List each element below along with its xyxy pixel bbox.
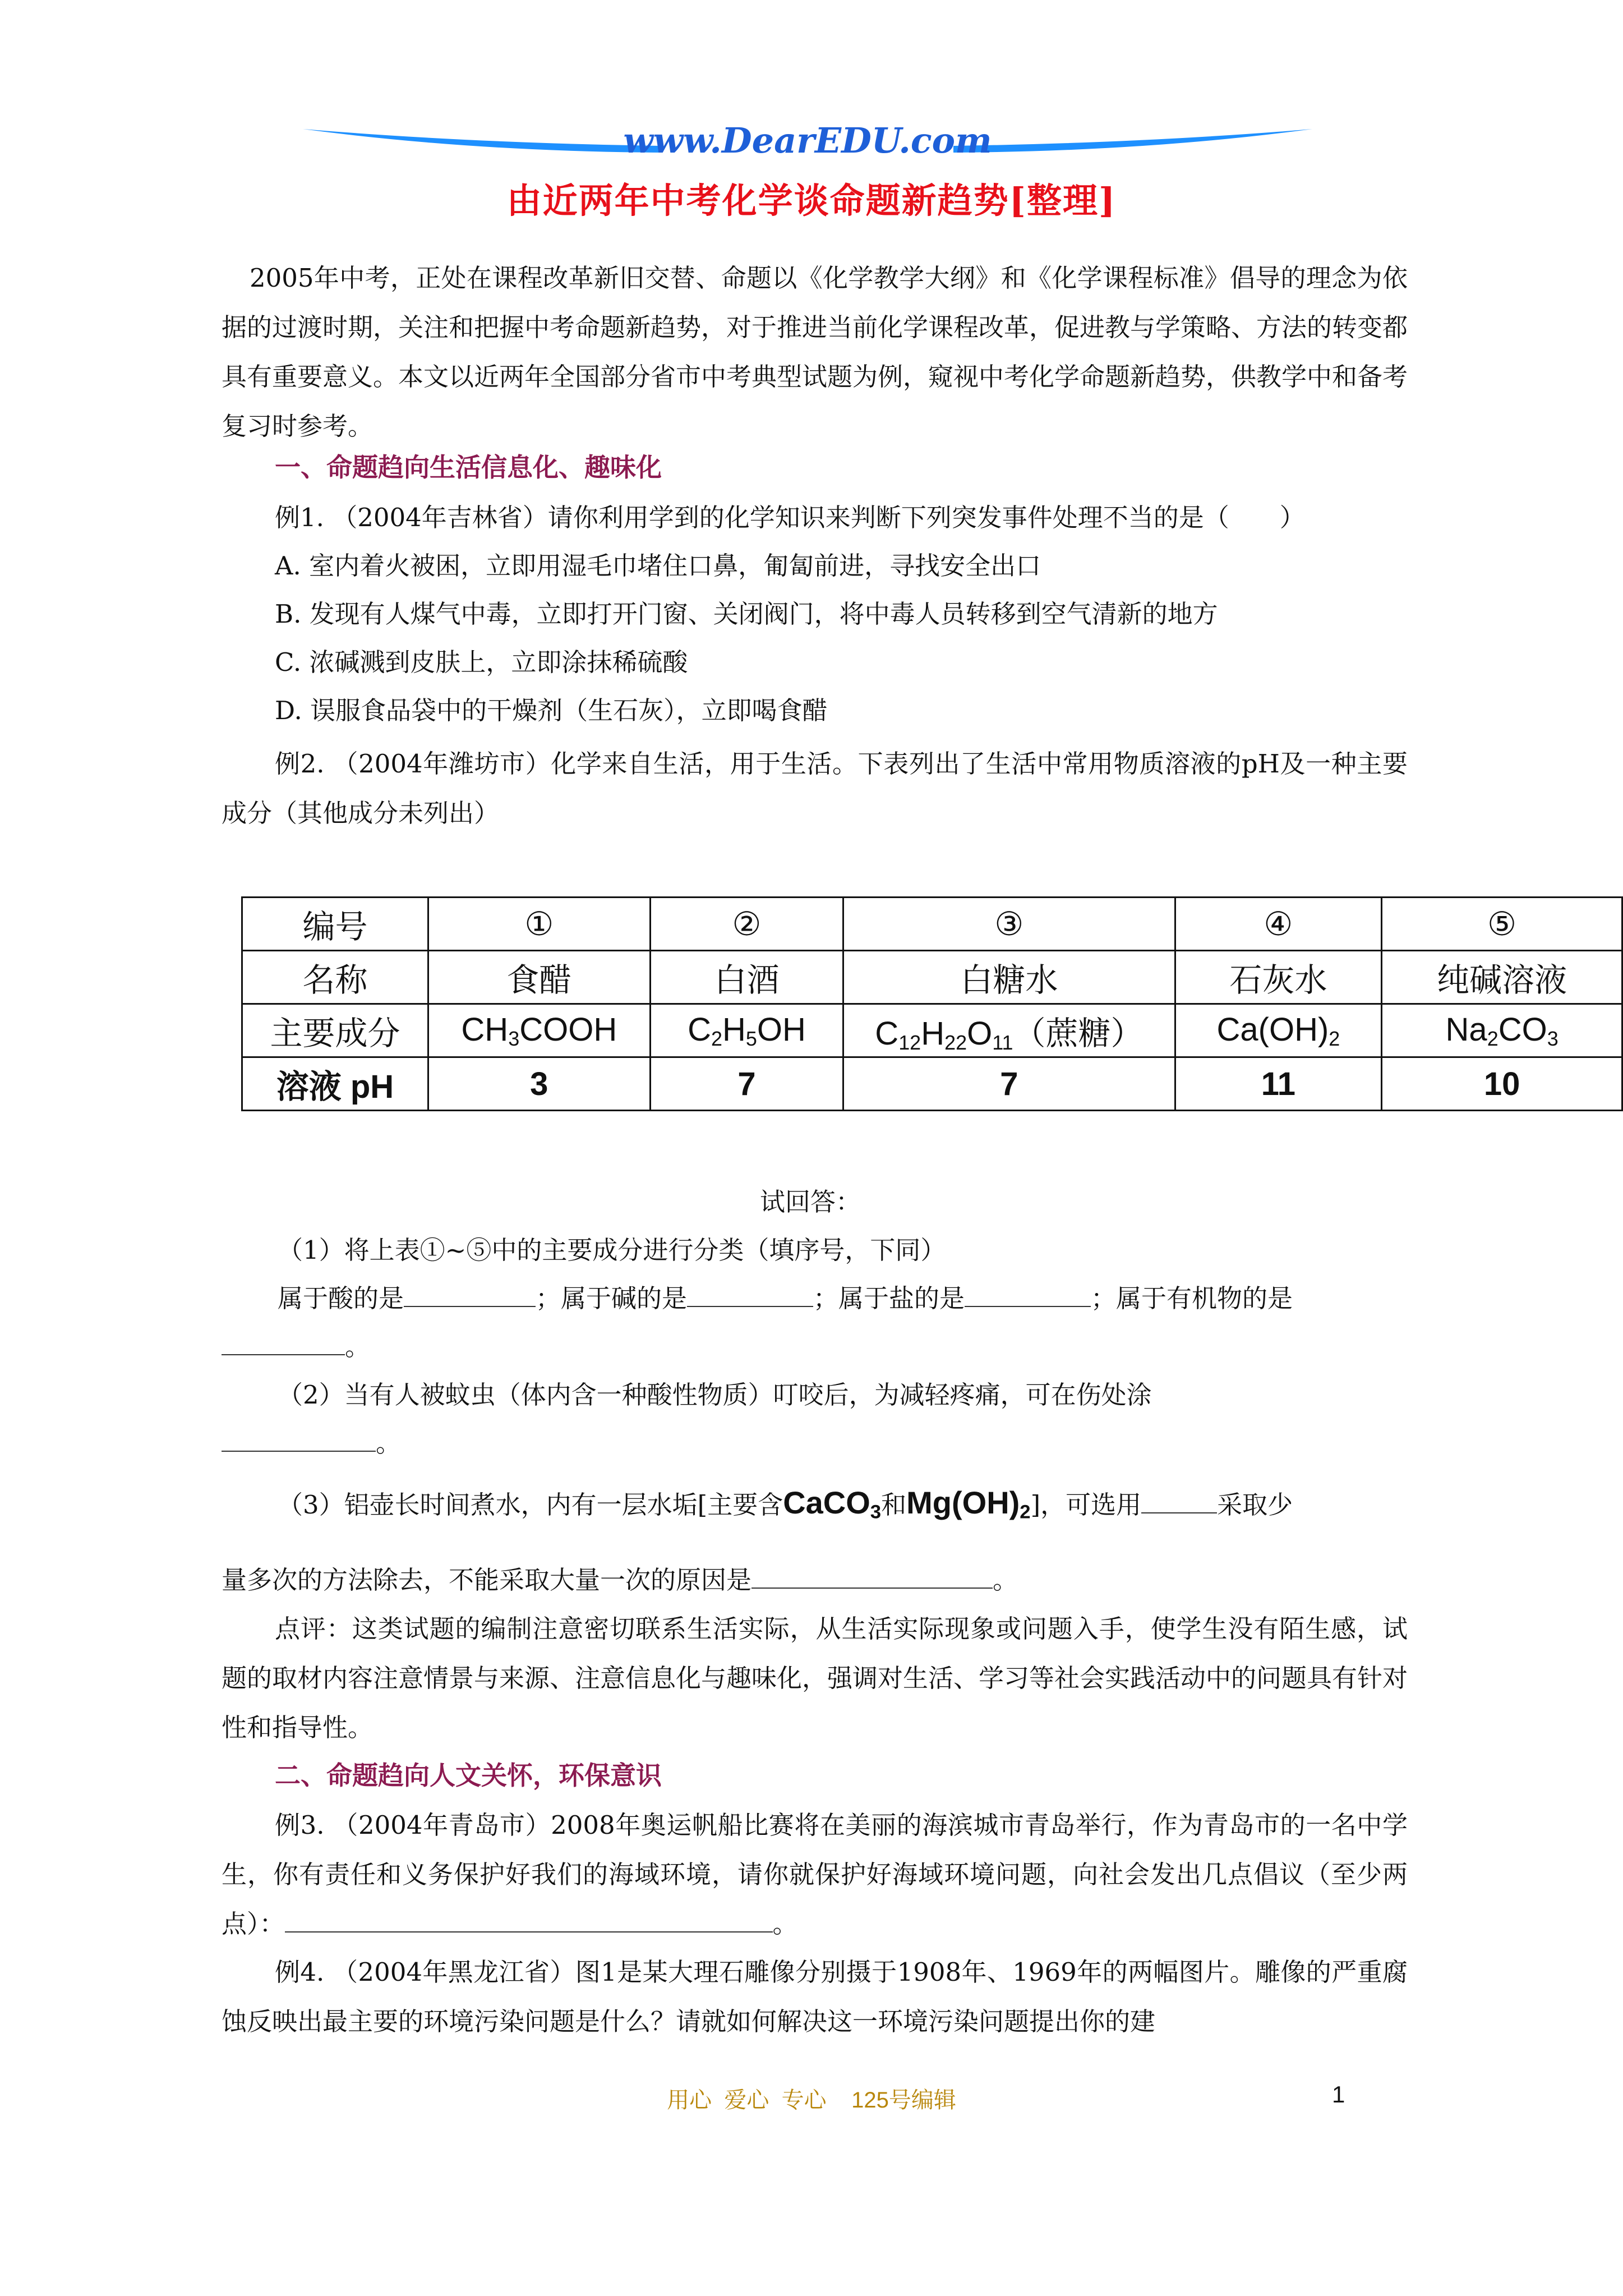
answer-blank-base[interactable] (687, 1280, 813, 1307)
table-row (242, 898, 1622, 951)
row-label-name: 名称 (242, 951, 428, 1004)
row-label-number: 编号 (242, 898, 428, 951)
acid-label: 属于酸的是 (278, 1283, 404, 1313)
section-heading-1: 一、命题趋向生活信息化、趣味化 (275, 452, 662, 482)
example-2-stem: 例2. （2004年潍坊市）化学来自生活，用于生活。下表列出了生活中常用物质溶液的pH及一种主要成分（其他成分未列出） (222, 749, 1408, 828)
question-1: （1）将上表①~⑤中的主要成分进行分类（填序号，下同） (278, 1235, 946, 1265)
example-1-option-b: B. 发现有人煤气中毒，立即打开门窗、关闭阀门，将中毒人员转移到空气清新的地方 (275, 599, 1218, 629)
intro-paragraph: 2005年中考，正处在课程改革新旧交替、命题以《化学教学大纲》和《化学课程标准》倡导的理念为依据的过渡时期，关注和把握中考命题新趋势，对于推进当前化学课程改革，促进教与学策略、方法的转变都具有重要意义。本文以近两年全国部分省市中考典型试题为例，窥视中考化学命题新趋势，供教学中和备考复习时参考。 (222, 263, 1408, 441)
page-footer: 用心 爱心 专心 125号编辑 (667, 2088, 956, 2113)
answer-blank-acid[interactable] (404, 1280, 536, 1307)
example-1-option-d: D. 误服食品袋中的干燥剂（生石灰），立即喝食醋 (275, 696, 828, 725)
banner-text: www.DearEDU.com (623, 120, 992, 161)
cell-name: 食醋 (428, 951, 650, 1004)
example-1-option-c: C. 浓碱溅到皮肤上，立即涂抹稀硫酸 (275, 647, 688, 677)
cell-ph: 11 (1175, 1057, 1382, 1111)
table-row (242, 951, 1622, 1004)
section-heading-2: 二、命题趋向人文关怀，环保意识 (275, 1760, 662, 1791)
cell-number: ⑤ (1382, 898, 1622, 951)
answer-prompt: 试回答： (760, 1187, 861, 1217)
answer-blank-q2[interactable] (222, 1425, 376, 1452)
question-3: （3）铝壶长时间煮水，内有一层水垢[主要含CaCO$_3$和$Mg(OH)_2$]，可选用 采取少 (278, 1485, 1293, 1523)
example-1-stem: 例1. （2004年吉林省）请你利用学到的化学知识来判断下列突发事件处理不当的是（ ） (275, 503, 1305, 532)
ph-table (241, 896, 1623, 1111)
cell-formula-acetic-acid: $CH_3COOH$ (428, 1004, 650, 1057)
salt-label: ；属于盐的是 (813, 1283, 965, 1313)
answer-blank-q3-proposals[interactable] (285, 1906, 773, 1932)
example-1-option-a: A. 室内着火被困，立即用湿毛巾堵住口鼻，匍匐前进，寻找安全出口 (275, 551, 1041, 581)
answer-blank-salt[interactable] (965, 1280, 1091, 1307)
question-3-line2: 量多次的方法除去，不能采取大量一次的原因是 。 (222, 1556, 1399, 1604)
formula-caco3: CaCO$_3$ (783, 1485, 882, 1523)
cell-number: ④ (1175, 898, 1382, 951)
site-banner (303, 112, 1312, 174)
answer-blank-q3-reason[interactable] (751, 1562, 993, 1589)
question-2-blank-line: 。 (222, 1419, 1399, 1467)
cell-formula-ethanol: $C_2H_5OH$ (650, 1004, 843, 1057)
cell-name: 白糖水 (843, 951, 1175, 1004)
table-row (242, 1057, 1622, 1111)
cell-formula-sucrose: $C_{12}H_{22}O_{11}$（蔗糖） (843, 1004, 1175, 1057)
comment-paragraph: 点评：这类试题的编制注意密切联系生活实际，从生活实际现象或问题入手，使学生没有陌生感，试题的取材内容注意情景与来源、注意信息化与趣味化，强调对生活、学习等社会实践活动中的问题具有针对性和指导性。 (222, 1614, 1408, 1742)
answer-blank-organic[interactable] (222, 1328, 345, 1355)
banner-swoosh-left (303, 129, 662, 153)
base-label: ；属于碱的是 (536, 1283, 688, 1313)
cell-formula-calcium-hydroxide: $Ca(OH)_2$ (1175, 1004, 1382, 1057)
example-4-stem: 例4. （2004年黑龙江省）图1是某大理石雕像分别摄于1908年、1969年的两幅图片。雕像的严重腐蚀反映出最主要的环境污染问题是什么？请就如何解决这一环境污染问题提出你的建 (222, 1957, 1408, 2036)
page-number: 1 (1332, 2081, 1345, 2108)
cell-ph: 3 (428, 1057, 650, 1111)
answer-blank-q3-reagent[interactable] (1141, 1487, 1217, 1513)
organic-label: ；属于有机物的是 (1091, 1283, 1293, 1313)
cell-number: ③ (843, 898, 1175, 951)
question-1-blank-organic-line: 。 (222, 1323, 1399, 1371)
example-3-stem: 例3. （2004年青岛市）2008年奥运帆船比赛将在美丽的海滨城市青岛举行，作为青岛市的一名中学生，你有责任和义务保护好我们的海域环境，请你就保护好海域环境问题，向社会发出几点倡议（至少两点）： 。 (222, 1810, 1408, 1939)
question-1-blanks (278, 1274, 1455, 1323)
cell-name: 石灰水 (1175, 951, 1382, 1004)
cell-ph: 10 (1382, 1057, 1622, 1111)
formula-mgoh2: $Mg(OH)_2$ (906, 1485, 1031, 1523)
cell-formula-sodium-carbonate: $Na_2CO_3$ (1382, 1004, 1622, 1057)
cell-ph: 7 (843, 1057, 1175, 1111)
question-2: （2）当有人被蚊虫（体内含一种酸性物质）叮咬后，为减轻疼痛，可在伤处涂 (278, 1380, 1152, 1410)
banner-swoosh-right (953, 129, 1312, 153)
cell-name: 白酒 (650, 951, 843, 1004)
row-label-ph: 溶液 pH (242, 1057, 428, 1111)
table-row (242, 1004, 1622, 1057)
cell-name: 纯碱溶液 (1382, 951, 1622, 1004)
page-title: 由近两年中考化学谈命题新趋势[整理] (506, 180, 1117, 221)
sucrose-note: （蔗糖） (1013, 1015, 1144, 1052)
cell-number: ② (650, 898, 843, 951)
row-label-component: 主要成分 (242, 1004, 428, 1057)
cell-number: ① (428, 898, 650, 951)
cell-ph: 7 (650, 1057, 843, 1111)
